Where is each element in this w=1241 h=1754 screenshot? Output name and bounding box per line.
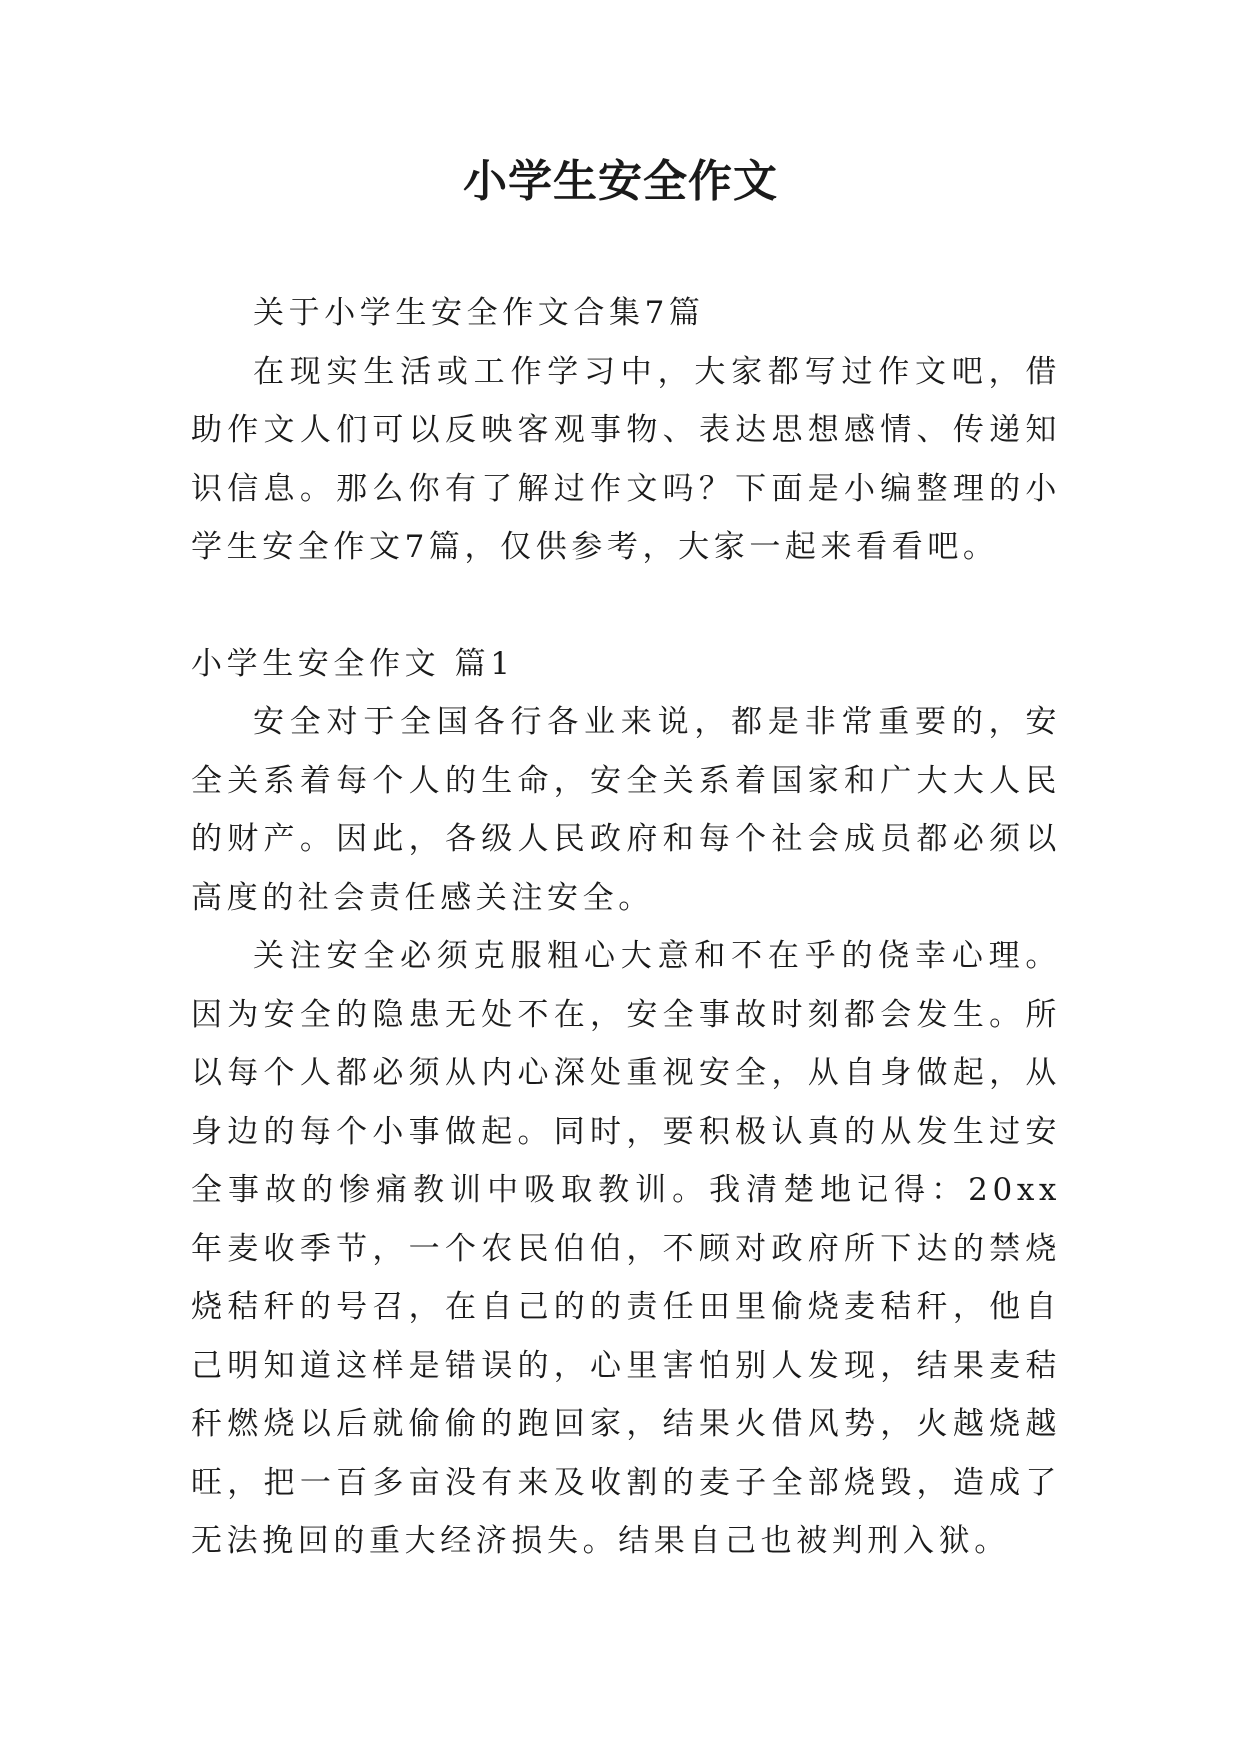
section-paragraph: 安全对于全国各行各业来说，都是非常重要的，安全关系着每个人的生命，安全关系着国家和广大大人民的财产。因此，各级人民政府和每个社会成员都必须以高度的社会责任感关注安全。 <box>191 704 1061 916</box>
intro-heading: 关于小学生安全作文合集7篇 <box>253 295 705 331</box>
section-heading: 小学生安全作文 篇1 <box>191 645 515 682</box>
section-paragraph: 关注安全必须克服粗心大意和不在乎的侥幸心理。因为安全的隐患无处不在，安全事故时刻都会发生。所以每个人都必须从内心深处重视安全，从自身做起，从身边的每个小事做起。同时，要积极认真的从发生过安全事故的惨痛教训中吸取教训。我清楚地记得：20xx年麦收季节，一个农民伯伯，不顾对政府所下达的禁烧烧秸秆的号召，在自己的的责任田里偷烧麦秸秆，他自己明知道这样是错误的，心里害怕别人发现，结果麦秸秆燃烧以后就偷偷的跑回家，结果火借风势，火越烧越旺，把一百多亩没有来及收割的麦子全部烧毁，造成了无法挽回的重大经济损失。结果自己也被判刑入狱。 <box>191 938 1061 1559</box>
document-body <box>191 284 1061 1571</box>
intro-paragraph: 在现实生活或工作学习中，大家都写过作文吧，借助作文人们可以反映客观事物、表达思想感情、传递知识信息。那么你有了解过作文吗？下面是小编整理的小学生安全作文7篇，仅供参考，大家一起来看看吧。 <box>191 353 1061 565</box>
section-gap <box>191 577 1061 635</box>
document-title: 小学生安全作文 <box>463 156 778 207</box>
